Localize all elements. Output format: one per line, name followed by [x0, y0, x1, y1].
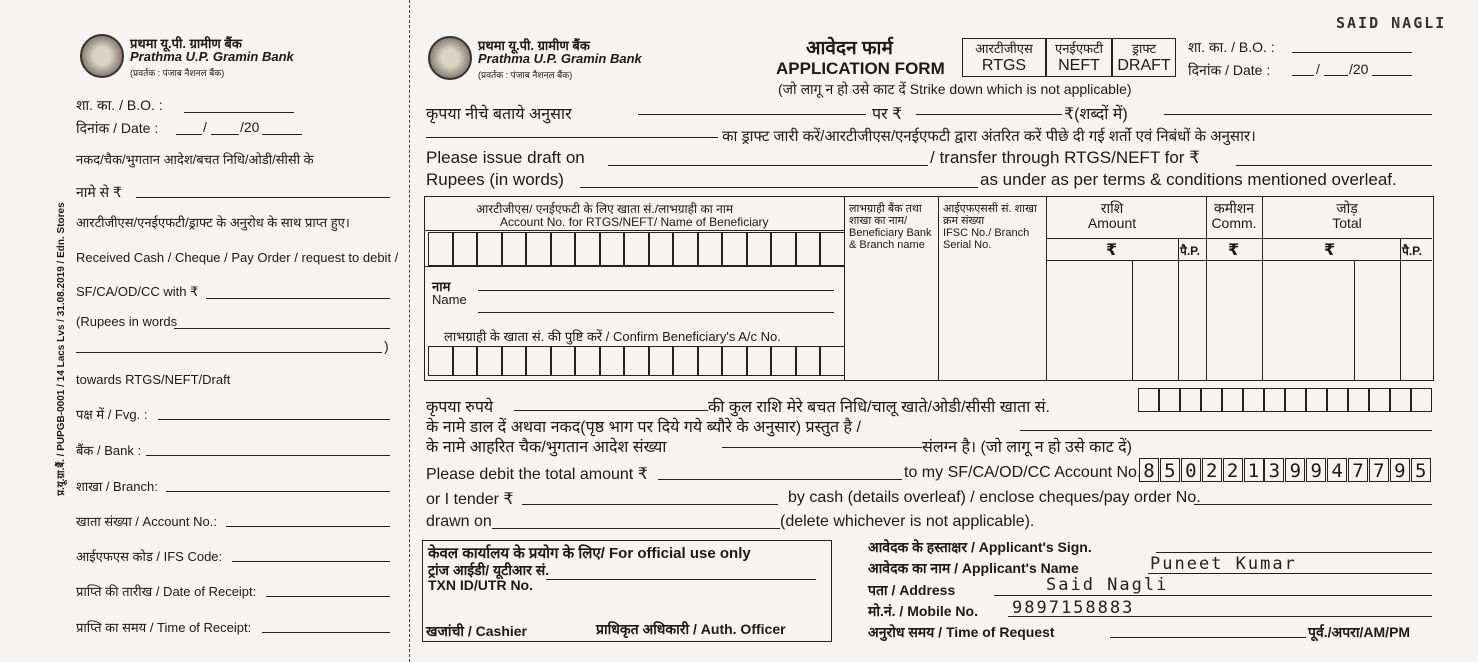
- main-date-sep: /: [1316, 61, 1320, 77]
- debit-drawn-on-field[interactable]: [492, 528, 780, 529]
- cf-bank-field[interactable]: [146, 455, 390, 456]
- type-draft-box[interactable]: [1112, 38, 1176, 77]
- type-rtgs-box[interactable]: [962, 38, 1046, 77]
- official-title: केवल कार्यालय के प्रयोग के लिए/ For official use only: [428, 545, 751, 562]
- applicant-sign-label: आवेदक के हस्ताक्षर / Applicant's Sign.: [868, 539, 1092, 555]
- row-divider: [1046, 238, 1432, 239]
- cf-debit-amount-field[interactable]: [206, 298, 390, 299]
- confirm-digit-cell[interactable]: [673, 346, 698, 376]
- cf-line3: आरटीजीएस/एनईएफटी/ड्राफ्ट के अनुरोध के साथ प्राप्त हुए।: [76, 215, 350, 230]
- account-digit-cell[interactable]: [551, 232, 576, 266]
- confirm-account-label: लाभग्राही के खाता सं. की पुष्टि करें / Confirm Beneficiary's A/c No.: [444, 329, 781, 344]
- type-draft-english: DRAFT: [1117, 57, 1171, 74]
- cf-line2: नामे से ₹: [76, 184, 122, 200]
- hindi-req-1a: कृपया नीचे बताये अनुसार: [426, 106, 572, 123]
- cf-branch-field[interactable]: [184, 112, 294, 113]
- cf-receipt-time-label: प्राप्ति का समय / Time of Receipt:: [76, 620, 252, 635]
- account-digit: 1: [1244, 458, 1264, 482]
- eng-req-1a: Please issue draft on: [426, 148, 585, 167]
- row-divider: [424, 230, 844, 231]
- txn-hindi: ट्रांज आईडी/ यूटीआर सं.: [428, 562, 550, 578]
- applicant-address-field[interactable]: [994, 595, 1432, 596]
- account-digit-cell[interactable]: [526, 232, 551, 266]
- applicant-name-label: आवेदक का नाम / Applicant's Name: [868, 560, 1079, 576]
- applicant-name-value: Puneet Kumar: [1150, 554, 1297, 574]
- account-digit: 5: [1411, 458, 1431, 482]
- account-digit-cell[interactable]: [624, 232, 649, 266]
- cf-receipt-date-label: प्राप्ति की तारीख / Date of Receipt:: [76, 584, 257, 599]
- main-date-year-field[interactable]: [1372, 75, 1412, 76]
- cf-ifs-label: आईएफएस कोड / IFS Code:: [76, 549, 223, 564]
- sb-account-cell[interactable]: [1138, 388, 1159, 412]
- eng-req-2b: as under as per terms & conditions mentioned overleaf.: [980, 170, 1397, 189]
- bank-hindi-name: प्रथमा यू.पी. ग्रामीण बैंक: [130, 36, 242, 51]
- cf-line4: Received Cash / Cheque / Pay Order / request to debit /: [76, 250, 399, 265]
- sb-account-cell[interactable]: [1243, 388, 1264, 412]
- sb-account-cell[interactable]: [1264, 388, 1285, 412]
- cf-branch2-label: शाखा / Branch:: [76, 479, 158, 494]
- cf-receipt-date-field[interactable]: [266, 596, 390, 597]
- applicant-address-value: Said Nagli: [1046, 575, 1169, 595]
- debit-e3a: drawn on: [426, 513, 492, 530]
- cf-account-field[interactable]: [226, 526, 390, 527]
- main-date-day[interactable]: [1292, 75, 1314, 76]
- col6-header-english: Total: [1332, 215, 1362, 231]
- cf-words-field-1[interactable]: [174, 328, 390, 329]
- cf-amount-field[interactable]: [136, 197, 390, 198]
- side-print: प्र.यू.ग्रा.बैं. / PUPGB-0001 / 14 Lacs Lvs / 31.08.2019 / Edn. Stores: [56, 202, 67, 496]
- cf-date-label: दिनांक / Date :: [76, 120, 159, 136]
- comm-rupee-symbol: ₹: [1228, 242, 1240, 259]
- col2-header-hindi: लाभग्राही बैंक तथा शाखा का नाम/: [849, 203, 922, 227]
- cf-date-sep: /: [203, 119, 207, 135]
- confirm-digit-cell[interactable]: [428, 346, 453, 376]
- applicant-sign-field[interactable]: [1156, 552, 1432, 553]
- confirm-digit-cell[interactable]: [502, 346, 527, 376]
- account-digit: 9: [1285, 458, 1305, 482]
- col2-header-english: Beneficiary Bank & Branch name: [849, 227, 932, 251]
- hindi-req-2: का ड्राफ्ट जारी करें/आरटीजीएस/एनईएफटी द्वारा अंतरित करें पीछे दी गई शर्तो एवं निबंधों के अनुसार।: [722, 128, 1256, 145]
- cf-line5: SF/CA/OD/CC with ₹: [76, 284, 199, 299]
- request-time-label: अनुरोध समय / Time of Request: [868, 624, 1055, 640]
- debit-h-rupees-field[interactable]: [514, 410, 708, 411]
- col1-header-hindi: आरटीजीएस/ एनईएफटी के लिए खाता सं./लाभग्राही का नाम: [476, 202, 734, 216]
- cashier-label: खजांची / Cashier: [426, 623, 528, 639]
- col5-header: [1206, 201, 1262, 231]
- debit-e3b: (delete whichever is not applicable).: [780, 513, 1035, 530]
- account-digit: 0: [1181, 458, 1201, 482]
- amount-rupee-symbol: ₹: [1106, 242, 1118, 259]
- hindi-req-1b: पर ₹: [872, 106, 903, 123]
- confirm-digit-cell[interactable]: [796, 346, 821, 376]
- account-digit-cell[interactable]: [575, 232, 600, 266]
- cf-line6: (Rupees in words: [76, 314, 178, 329]
- account-digit-cell[interactable]: [502, 232, 527, 266]
- account-digit: 5: [1160, 458, 1180, 482]
- main-bank-english-name: Prathma U.P. Gramin Bank: [478, 51, 642, 66]
- debit-e2b: by cash (details overleaf) / enclose cheques/pay order No.: [788, 489, 1201, 506]
- hindi-words-field[interactable]: [1164, 114, 1432, 115]
- form-title-english: APPLICATION FORM: [776, 59, 945, 78]
- sb-account-cell[interactable]: [1159, 388, 1180, 412]
- main-branch-label: शा. का. / B.O. :: [1188, 39, 1275, 55]
- applicant-address-label: पता / Address: [868, 582, 956, 598]
- hindi-req-1c: ₹(शब्दों में): [1064, 106, 1128, 123]
- main-bank-sponsor: (प्रवर्तक : पंजाब नैशनल बैंक): [478, 70, 573, 80]
- cf-line6-close: ): [384, 338, 389, 354]
- sb-account-cell[interactable]: [1201, 388, 1222, 412]
- applicant-mobile-value: 9897158883: [1012, 598, 1135, 618]
- total-rupee-symbol: ₹: [1324, 242, 1336, 259]
- sb-account-cell[interactable]: [1327, 388, 1348, 412]
- col3-header-english: IFSC No./ Branch Serial No.: [943, 227, 1030, 251]
- sb-account-cell[interactable]: [1180, 388, 1201, 412]
- name-label-hindi: नाम: [432, 279, 451, 294]
- confirm-digit-cell[interactable]: [551, 346, 576, 376]
- debit-h2: के नामे डाल दें अथवा नकद(पृष्ठ भाग पर दिये गये ब्यौरे के अनुसार) प्रस्तुत है /: [426, 419, 861, 436]
- cf-fvg-label: पक्ष में / Fvg. :: [76, 407, 148, 422]
- eng-words-field[interactable]: [580, 187, 978, 188]
- row-divider: [1046, 260, 1432, 261]
- account-digit-cell[interactable]: [477, 232, 502, 266]
- type-neft-hindi: एनईएफटी: [1055, 41, 1103, 56]
- confirm-digit-cell[interactable]: [477, 346, 502, 376]
- col-divider: [1132, 260, 1133, 381]
- cf-receipt-time-field[interactable]: [262, 632, 390, 633]
- cf-branch2-field[interactable]: [166, 491, 390, 492]
- account-digit: 7: [1369, 458, 1389, 482]
- col-divider: [938, 196, 939, 381]
- debit-e2a: or I tender ₹: [426, 491, 514, 508]
- debit-h3a: के नामे आहरित चैक/भुगतान आदेश संख्या: [426, 439, 667, 456]
- debit-tender-field[interactable]: [522, 504, 778, 505]
- account-digit: 8: [1139, 458, 1159, 482]
- col4-header-hindi: राशि: [1100, 200, 1124, 216]
- account-digit: 2: [1202, 458, 1222, 482]
- main-date-month[interactable]: [1324, 75, 1348, 76]
- col2-header: [849, 203, 937, 251]
- hindi-draft-on-field[interactable]: [638, 114, 866, 115]
- main-date-label: दिनांक / Date :: [1188, 62, 1271, 78]
- type-neft-box[interactable]: [1046, 38, 1112, 77]
- account-digit-cell[interactable]: [600, 232, 625, 266]
- cf-fvg-field[interactable]: [158, 419, 390, 420]
- beneficiary-name-field-1[interactable]: [478, 290, 834, 291]
- applicant-mobile-label: मो.नं. / Mobile No.: [868, 603, 978, 619]
- request-time-field[interactable]: [1110, 637, 1306, 638]
- account-digit-cell[interactable]: [820, 232, 845, 266]
- debit-e1a: Please debit the total amount ₹: [426, 466, 648, 483]
- officer-label: प्राधिकृत अधिकारी / Auth. Officer: [596, 621, 786, 637]
- eng-draft-on-field[interactable]: [608, 165, 928, 166]
- col6-header-hindi: जोड़: [1336, 200, 1358, 216]
- eng-req-2a: Rupees (in words): [426, 170, 564, 189]
- sb-account-cell[interactable]: [1411, 388, 1432, 412]
- account-digit-cell[interactable]: [722, 232, 747, 266]
- debit-cheque-no-field[interactable]: [722, 447, 922, 448]
- row-divider: [424, 266, 844, 267]
- main-bank-hindi-name: प्रथमा यू.पी. ग्रामीण बैंक: [478, 38, 590, 53]
- cf-line1: नकद/चैक/भुगतान आदेश/बचत निधि/ओडी/सीसी के: [76, 152, 314, 167]
- debit-e1b: to my SF/CA/OD/CC Account No.: [904, 464, 1142, 481]
- debit-h1b: की कुल राशि मेरे बचत निधि/चालू खाते/ओडी/सीसी खाता सं.: [708, 399, 1050, 416]
- col4-header-english: Amount: [1087, 215, 1137, 231]
- account-digit: 3: [1264, 458, 1284, 482]
- account-digit-cell[interactable]: [673, 232, 698, 266]
- cf-date-month[interactable]: [211, 134, 239, 135]
- sb-account-cell[interactable]: [1390, 388, 1411, 412]
- main-date-year: /20: [1349, 61, 1369, 77]
- account-digit-cell[interactable]: [428, 232, 453, 266]
- confirm-digit-cell[interactable]: [649, 346, 674, 376]
- confirm-digit-cell[interactable]: [820, 346, 845, 376]
- eng-amount-field[interactable]: [1236, 165, 1432, 166]
- account-digit-cell[interactable]: [771, 232, 796, 266]
- perforation-line: [409, 0, 410, 662]
- confirm-digit-cell[interactable]: [575, 346, 600, 376]
- debit-h2-field[interactable]: [1020, 430, 1432, 431]
- bank-logo-icon-main: [428, 36, 472, 80]
- account-digit-cell[interactable]: [747, 232, 772, 266]
- cf-branch-label: शा. का. / B.O. :: [76, 97, 163, 113]
- cf-ifs-field[interactable]: [232, 561, 390, 562]
- sb-account-cell[interactable]: [1222, 388, 1243, 412]
- hindi-words-field-2[interactable]: [426, 137, 718, 138]
- sb-account-cell[interactable]: [1369, 388, 1390, 412]
- amount-paise-label: पै.P.: [1180, 244, 1200, 258]
- account-digit-cell[interactable]: [453, 232, 478, 266]
- type-neft-english: NEFT: [1058, 57, 1100, 74]
- main-branch-field[interactable]: [1292, 52, 1412, 53]
- cf-words-field-2[interactable]: [76, 352, 382, 353]
- confirm-digit-cell[interactable]: [453, 346, 478, 376]
- bank-sponsor: (प्रवर्तक : पंजाब नैशनल बैंक): [130, 68, 225, 78]
- type-rtgs-hindi: आरटीजीएस: [975, 41, 1033, 56]
- hindi-amount-field[interactable]: [916, 114, 1062, 115]
- strike-note: (जो लागू न हो उसे काट दें Strike down which is not applicable): [778, 81, 1132, 97]
- total-paise-label: पै.P.: [1402, 244, 1422, 258]
- type-draft-hindi: ड्राफ्ट: [1132, 41, 1156, 56]
- cf-bank-label: बैंक / Bank :: [76, 443, 142, 458]
- beneficiary-name-field-2[interactable]: [478, 312, 834, 313]
- col3-header-hindi: आईएफएससी सं. शाखा क्रम संख्या: [943, 203, 1037, 227]
- col6-header: [1262, 201, 1432, 231]
- account-digit-cell[interactable]: [698, 232, 723, 266]
- confirm-digit-cell[interactable]: [722, 346, 747, 376]
- debit-payorder-field[interactable]: [1194, 504, 1432, 505]
- account-digit: 4: [1327, 458, 1347, 482]
- sb-account-cell[interactable]: [1348, 388, 1369, 412]
- account-digit-cell[interactable]: [796, 232, 821, 266]
- confirm-digit-cell[interactable]: [771, 346, 796, 376]
- account-digit: 7: [1348, 458, 1368, 482]
- col3-header: [943, 203, 1043, 251]
- col5-header-english: Comm.: [1211, 215, 1257, 231]
- account-digit-cell[interactable]: [649, 232, 674, 266]
- confirm-digit-cell[interactable]: [747, 346, 772, 376]
- sb-account-cell[interactable]: [1306, 388, 1327, 412]
- debit-h1a: कृपया रुपये: [426, 399, 494, 416]
- bank-logo-icon: [80, 34, 124, 78]
- confirm-digit-cell[interactable]: [526, 346, 551, 376]
- cf-date-day[interactable]: [176, 134, 202, 135]
- col4-header: [1046, 201, 1178, 231]
- confirm-digit-cell[interactable]: [698, 346, 723, 376]
- cf-account-label: खाता संख्या / Account No.:: [76, 514, 217, 529]
- type-rtgs-english: RTGS: [981, 57, 1027, 74]
- eng-req-1b: / transfer through RTGS/NEFT for ₹: [930, 148, 1200, 167]
- account-digit: 9: [1390, 458, 1410, 482]
- txn-english: TXN ID/UTR No.: [428, 577, 533, 593]
- form-title-hindi: आवेदन फार्म: [806, 38, 893, 59]
- cf-date-year: /20: [240, 119, 260, 135]
- confirm-digit-cell[interactable]: [624, 346, 649, 376]
- txn-id-field[interactable]: [546, 579, 816, 580]
- debit-h3b: संलग्न है। (जो लागू न हो उसे काट दें): [922, 439, 1132, 456]
- account-digit: 9: [1306, 458, 1326, 482]
- confirm-digit-cell[interactable]: [600, 346, 625, 376]
- name-label-english: Name: [432, 292, 467, 307]
- col5-header-hindi: कमीशन: [1213, 200, 1255, 216]
- col1-header-english: Account No. for RTGS/NEFT/ Name of Beneficiary: [500, 215, 769, 229]
- cf-line7: towards RTGS/NEFT/Draft: [76, 372, 231, 387]
- annotation-top-right: SAID NAGLI: [1336, 14, 1447, 32]
- account-digit: 2: [1223, 458, 1243, 482]
- bank-english-name: Prathma U.P. Gramin Bank: [130, 49, 294, 64]
- sb-account-cell[interactable]: [1285, 388, 1306, 412]
- debit-total-amount-field[interactable]: [658, 479, 902, 480]
- cf-date-year-field[interactable]: [262, 134, 302, 135]
- request-time-suffix: पूर्व./अपरा/AM/PM: [1308, 624, 1411, 640]
- col-divider: [1354, 260, 1355, 381]
